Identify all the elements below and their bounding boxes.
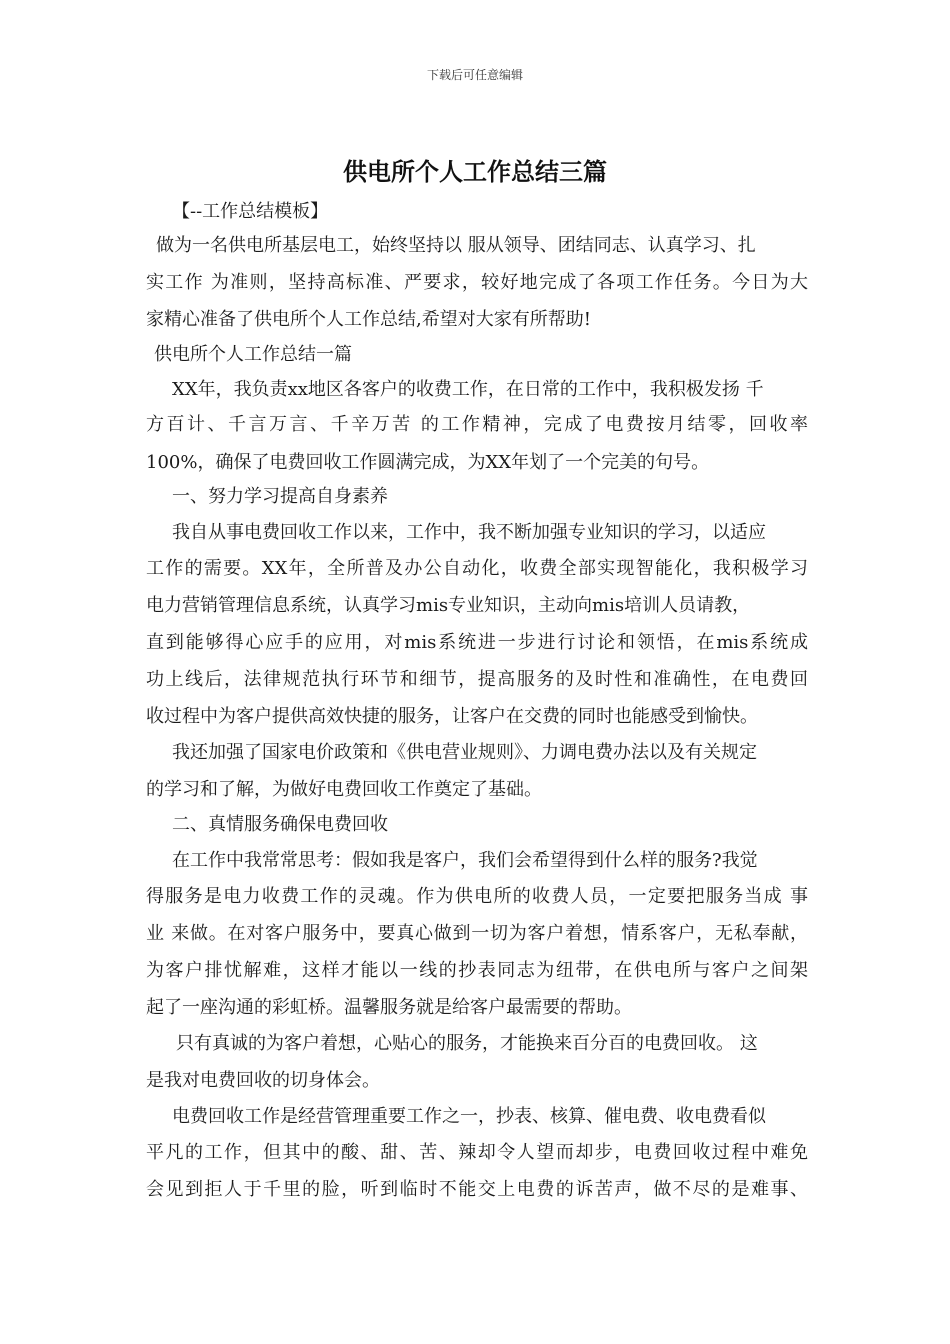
text-line-15: 收过程中为客户提供高效快捷的服务，让客户在交费的同时也能感受到愉快。 xyxy=(146,706,758,727)
text-line-6: XX年，我负责xx地区各客户的收费工作，在日常的工作中，我积极发扬 千 xyxy=(172,379,764,400)
text-line-24: 只有真诚的为客户着想，心贴心的服务，才能换来百分百的电费回收。 这 xyxy=(176,1033,758,1054)
text-line-25: 是我对电费回收的切身体会。 xyxy=(146,1070,380,1091)
text-line-22: 为客户排忧解难，这样才能以一线的抄表同志为纽带，在供电所与客户之间架 xyxy=(146,960,808,981)
text-line-3: 实工作 为准则，坚持高标准、严要求，较好地完成了各项工作任务。今日为大 xyxy=(146,272,808,293)
text-line-19: 在工作中我常常思考：假如我是客户，我们会希望得到什么样的服务?我觉 xyxy=(172,850,758,871)
text-line-16: 我还加强了国家电价政策和《供电营业规则》、力调电费办法以及有关规定 xyxy=(172,742,757,763)
text-line-8: 100%，确保了电费回收工作圆满完成，为XX年划了一个完美的句号。 xyxy=(146,452,710,473)
text-line-1: 【--工作总结模板】 xyxy=(172,201,329,222)
text-line-5: 供电所个人工作总结一篇 xyxy=(154,344,352,365)
text-line-28: 会见到拒人于千里的脸，听到临时不能交上电费的诉苦声，做不尽的是难事、 xyxy=(146,1179,808,1200)
text-line-18: 二、真情服务确保电费回收 xyxy=(172,814,388,835)
text-line-14: 功上线后，法律规范执行环节和细节，提高服务的及时性和准确性，在电费回 xyxy=(146,669,808,690)
text-line-2: 做为一名供电所基层电工，始终坚持以 服从领导、团结同志、认真学习、扎 xyxy=(156,235,756,256)
text-line-10: 我自从事电费回收工作以来，工作中，我不断加强专业知识的学习，以适应 xyxy=(172,522,766,543)
document-title: 供电所个人工作总结三篇 xyxy=(343,157,607,186)
text-line-9: 一、努力学习提高自身素养 xyxy=(172,486,388,507)
text-line-21: 业 来做。在对客户服务中，要真心做到一切为客户着想，情系客户，无私奉献， xyxy=(146,923,808,944)
download-note: 下载后可任意编辑 xyxy=(426,68,523,82)
text-line-11: 工作的需要。XX年，全所普及办公自动化，收费全部实现智能化，我积极学习 xyxy=(146,558,808,579)
text-line-26: 电费回收工作是经营管理重要工作之一，抄表、核算、催电费、收电费看似 xyxy=(172,1106,766,1127)
text-line-13: 直到能够得心应手的应用，对mis系统进一步进行讨论和领悟，在mis系统成 xyxy=(146,632,808,653)
text-line-17: 的学习和了解，为做好电费回收工作奠定了基础。 xyxy=(146,779,542,800)
text-line-7: 方百计、千言万言、千辛万苦 的工作精神，完成了电费按月结零，回收率 xyxy=(146,414,808,435)
text-line-20: 得服务是电力收费工作的灵魂。作为供电所的收费人员，一定要把服务当成 事 xyxy=(146,886,808,907)
text-line-23: 起了一座沟通的彩虹桥。温馨服务就是给客户最需要的帮助。 xyxy=(146,997,632,1018)
text-line-4: 家精心准备了供电所个人工作总结,希望对大家有所帮助! xyxy=(146,309,591,330)
text-line-27: 平凡的工作，但其中的酸、甜、苦、辣却令人望而却步，电费回收过程中难免 xyxy=(146,1142,808,1163)
text-line-12: 电力营销管理信息系统，认真学习mis专业知识，主动向mis培训人员请教， xyxy=(146,595,751,616)
